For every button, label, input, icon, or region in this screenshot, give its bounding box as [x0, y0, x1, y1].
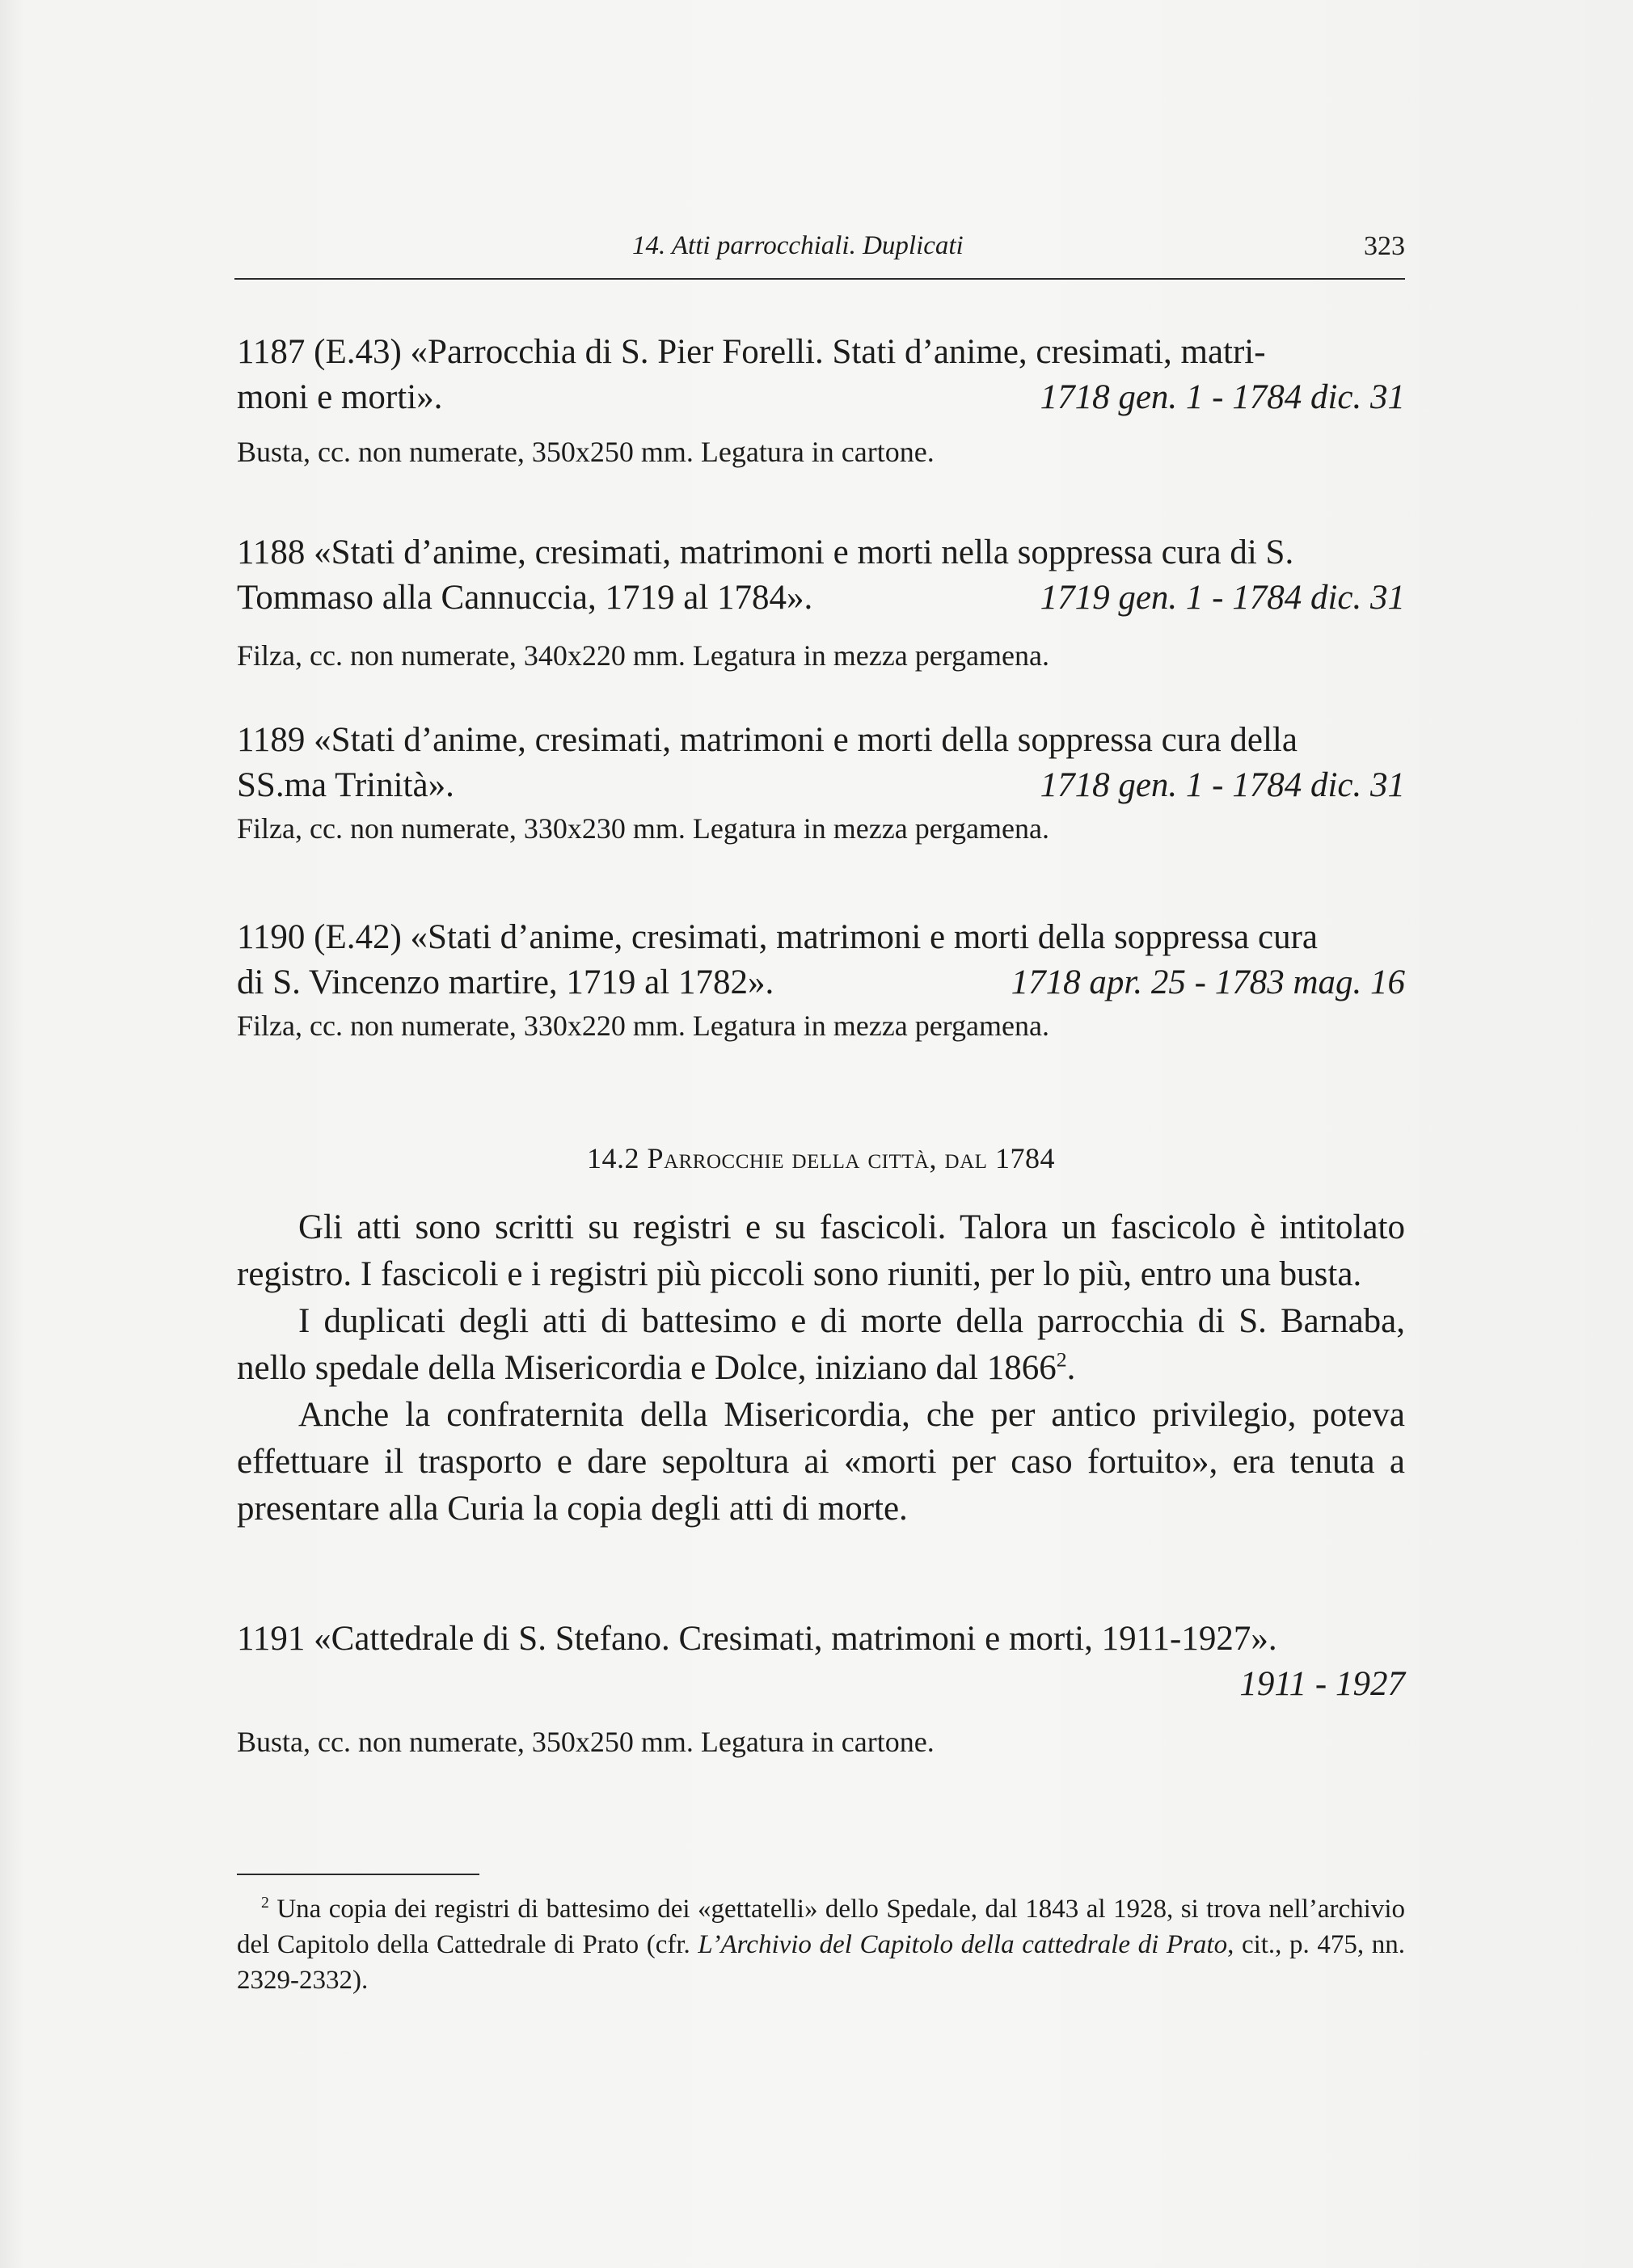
- footnote-citation: , cit., p. 475, nn. 2329-2332).: [237, 1930, 1406, 1995]
- section-year: 1784: [994, 1142, 1055, 1174]
- entry-description: Filza, cc. non numerate, 330x220 mm. Legatura in mezza pergamena.: [237, 1010, 1049, 1042]
- catalog-entry-1187: [237, 330, 1405, 470]
- entry-line-text: di S. Vincenzo martire, 1719 al 1782».: [237, 963, 774, 1001]
- entry-date: 1719 gen. 1 - 1784 dic. 31: [1040, 579, 1405, 617]
- footnote-text: Una copia dei registri di battesimo dei «gettatelli» dello Spedale, dal 1843 al 1928, si trova nell’archivio del Capitolo della Cattedrale di Prato (cfr.: [237, 1895, 1405, 1959]
- paragraph: [237, 1298, 1405, 1392]
- entry-line: 1189 «Stati d’anime, cresimati, matrimoni e morti della soppressa cura della: [237, 721, 1298, 759]
- entry-line: [237, 763, 1405, 808]
- catalog-entry-1191: [237, 1617, 1405, 1760]
- catalog-entry-1188: [237, 530, 1405, 674]
- entry-description: Filza, cc. non numerate, 340x220 mm. Legatura in mezza pergamena.: [237, 639, 1049, 672]
- entry-line: [237, 375, 1405, 420]
- entry-line: 1191 «Cattedrale di S. Stefano. Cresimati, matrimoni e morti, 1911-1927».: [237, 1620, 1277, 1658]
- footnote-body: [237, 1891, 1405, 1998]
- entry-date: 1718 apr. 25 - 1783 mag. 16: [1011, 963, 1405, 1001]
- entry-date: 1718 gen. 1 - 1784 dic. 31: [1040, 378, 1405, 416]
- entry-line: [237, 575, 1405, 621]
- entry-line: [237, 960, 1405, 1005]
- paragraph-text: Gli atti sono scritti su registri e su fascicoli. Talora un fascicolo è intitolato registro. I fascicoli e i registri più piccoli sono riuniti, per lo più, entro una busta.: [237, 1208, 1405, 1293]
- paragraph-text: Anche la confraternita della Misericordia, che per antico privilegio, poteva effettuare il trasporto e dare sepoltura ai «morti per caso fortuito», era tenuta a presentare alla Curia la copia degli atti di morte.: [237, 1396, 1405, 1528]
- entry-line: 1188 «Stati d’anime, cresimati, matrimoni e morti nella soppressa cura di S.: [237, 533, 1294, 571]
- footnote-number: 2: [261, 1894, 269, 1912]
- entry-line-text: Tommaso alla Cannuccia, 1719 al 1784».: [237, 579, 813, 617]
- running-title: 14. Atti parrocchiali. Duplicati: [632, 231, 964, 260]
- footnote-reference[interactable]: 2: [1056, 1347, 1067, 1372]
- entry-description: Busta, cc. non numerate, 350x250 mm. Legatura in cartone.: [237, 436, 935, 468]
- entry-line: 1190 (E.42) «Stati d’anime, cresimati, matrimoni e morti della soppressa cura: [237, 918, 1319, 956]
- paragraph-text: I duplicati degli atti di battesimo e di morte della parrocchia di S. Barnaba, nello spedale della Misericordia e Dolce, iniziano dal 1866: [237, 1302, 1405, 1387]
- paragraph: [237, 1204, 1405, 1298]
- entry-line-text: SS.ma Trinità».: [237, 766, 454, 804]
- section-title-text: Parrocchie della città, dal: [647, 1142, 988, 1174]
- catalog-entry-1189: [237, 718, 1405, 847]
- entry-date: 1911 - 1927: [1239, 1665, 1405, 1703]
- entry-line: [237, 1662, 1405, 1707]
- paragraph-punctuation: .: [1066, 1349, 1076, 1387]
- entry-date: 1718 gen. 1 - 1784 dic. 31: [1040, 766, 1405, 804]
- entry-line-text: moni e morti».: [237, 378, 443, 416]
- section-title: [237, 1141, 1405, 1175]
- footnote-divider: [237, 1874, 479, 1875]
- footnote: [237, 1891, 1405, 1998]
- entry-description: Filza, cc. non numerate, 330x230 mm. Legatura in mezza pergamena.: [237, 812, 1049, 845]
- paragraph: [237, 1392, 1405, 1532]
- footnote-cited-title: L’Archivio del Capitolo della cattedrale di Prato: [698, 1930, 1228, 1959]
- entry-line: 1187 (E.43) «Parrocchia di S. Pier Forelli. Stati d’anime, cresimati, matri-: [237, 333, 1266, 371]
- page-number: 323: [1364, 231, 1405, 261]
- page-header: [234, 228, 1405, 280]
- catalog-entry-1190: [237, 915, 1405, 1044]
- section-body: [237, 1204, 1405, 1532]
- entry-description: Busta, cc. non numerate, 350x250 mm. Legatura in cartone.: [237, 1726, 935, 1758]
- section-number: 14.2: [587, 1142, 640, 1174]
